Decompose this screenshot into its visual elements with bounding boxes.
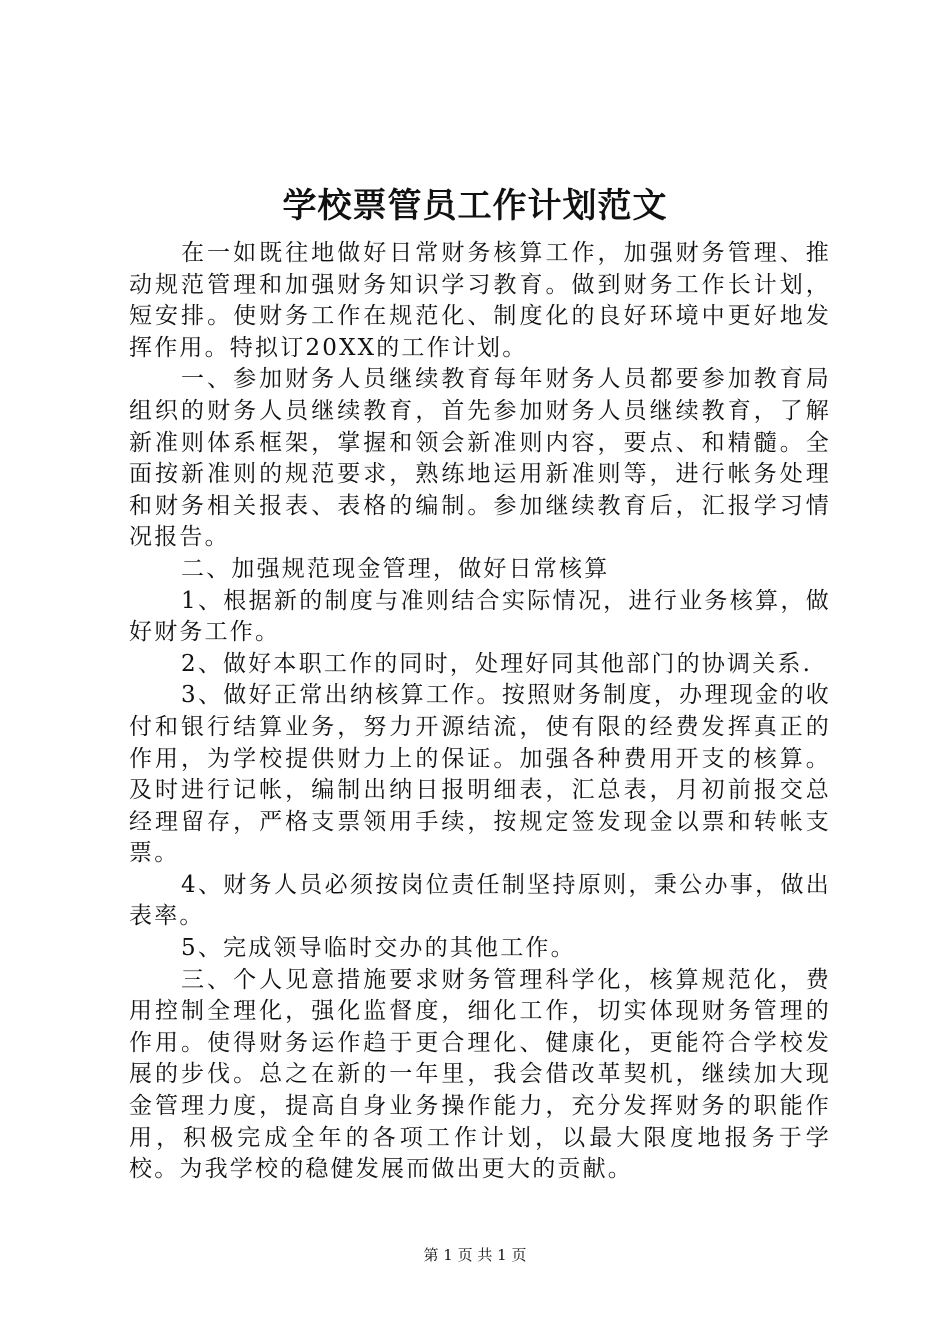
paragraph-section-2-heading: 二、加强规范现金管理，做好日常核算	[181, 555, 610, 582]
paragraph-section-1: 一、参加财务人员继续教育每年财务人员都要参加教育局组织的财务人员继续教育，首先参加财务人员继续教育，了解新准则体系框架，掌握和领会新准则内容，要点、和精髓。全面按新准则的规范要求，熟练地运用新准则等，进行帐务处理和财务相关报表、表格的编制。参加继续教育后，汇报学习情况报告。	[129, 366, 831, 551]
document-body	[129, 238, 831, 1186]
paragraph-item-5: 5、完成领导临时交办的其他工作。	[181, 935, 576, 962]
paragraph-item-4: 4、财务人员必须按岗位责任制坚持原则，秉公办事，做出表率。	[129, 871, 831, 930]
page-footer: 第 1 页 共 1 页	[423, 1246, 527, 1264]
paragraph-intro: 在一如既往地做好日常财务核算工作，加强财务管理、推动规范管理和加强财务知识学习教育。做到财务工作长计划，短安排。使财务工作在规范化、制度化的良好环境中更好地发挥作用。特拟订20XX的工作计划。	[129, 240, 831, 361]
paragraph-section-3: 三、个人见意措施要求财务管理科学化，核算规范化，费用控制全理化，强化监督度，细化工作，切实体现财务管理的作用。使得财务运作趋于更合理化、健康化，更能符合学校发展的步伐。总之在新的一年里，我会借改革契机，继续加大现金管理力度，提高自身业务操作能力，充分发挥财务的职能作用，积极完成全年的各项工作计划，以最大限度地报务于学校。为我学校的稳健发展而做出更大的贡献。	[129, 966, 831, 1183]
paragraph-item-1: 1、根据新的制度与准则结合实际情况，进行业务核算，做好财务工作。	[129, 587, 831, 646]
paragraph-item-2: 2、做好本职工作的同时，处理好同其他部门的协调关系.	[181, 650, 813, 677]
paragraph-item-3: 3、做好正常出纳核算工作。按照财务制度，办理现金的收付和银行结算业务，努力开源结流，使有限的经费发挥真正的作用，为学校提供财力上的保证。加强各种费用开支的核算。及时进行记帐，编制出纳日报明细表，汇总表，月初前报交总经理留存，严格支票领用手续，按规定签发现金以票和转帐支票。	[129, 682, 831, 867]
document-title: 学校票管员工作计划范文	[282, 186, 668, 226]
